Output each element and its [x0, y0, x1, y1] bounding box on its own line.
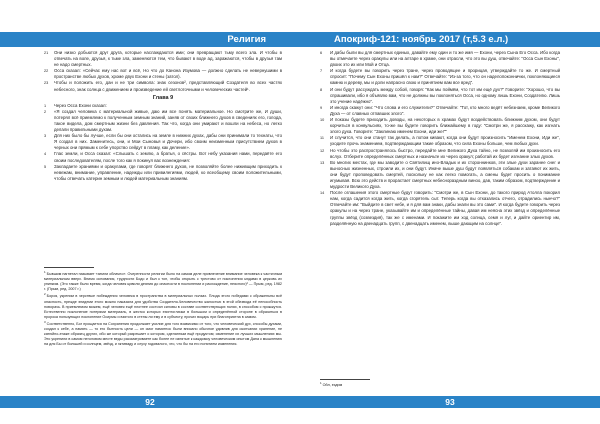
footnote-number: 1: [44, 270, 46, 274]
verse: [320, 87, 560, 105]
footnote-text: Ойл, ездим: [322, 383, 343, 388]
verse-number: 23: [44, 81, 49, 86]
verse-text: И случится, что они станут так делать, а потом кивают, когда они будут произносить "Именем Ехони, Иди же", уходите прочь знамением, подтверждающим такие образом, что сила Ехоны больше, чем любых духи.: [330, 135, 560, 147]
footnote-number: 3: [44, 319, 46, 324]
verse: [320, 148, 560, 160]
verse-number: 1: [44, 103, 47, 108]
verse: [44, 151, 282, 163]
verse-number: 10: [320, 118, 325, 123]
footnote: [44, 292, 282, 319]
footnote-text: Бывшим нагнетал называет «земли облачно». Очеренности религии было на самом деле привлечение внимание человека к частичным материальным вверх. Внимо основания, трудности Бодо и был к тон, чтобы открыть с трестово от поклонения ьюдами в церковь их упинким. (Это также было время, когда человек цивили деяния до опасности в поклонении и расхождение, неясного)² — Прым, ред. 1982 г. (Прым, ред. 2007 г.): [44, 272, 282, 292]
verse: [320, 50, 560, 68]
verse: [44, 109, 282, 133]
verse-list-right: [320, 50, 560, 227]
right-header-title: Апокриф-121: ноябрь 2017 (т,5.3 е.л.): [334, 34, 509, 45]
verse-text: Но чтобы это распространялось быстро, передайте мне Великого Духа тайно, не позволяй им произносить его вслух. Отберите определённых смертных и назначьте их через оракул; работай их будет изгнание злых духов.: [330, 147, 560, 159]
right-page-number: 93: [445, 397, 455, 407]
verse: [320, 68, 560, 86]
verse-list-1: [44, 50, 282, 93]
footnote-number: 2: [44, 292, 46, 297]
right-page: [300, 0, 600, 424]
verse-number: 3: [44, 134, 47, 139]
verse-text: И они будут рассуждать между собой, говоря: "Как мы поймём, что тот им ещё дух?" Говорите: "Хорошо, что вы спрашивали, ибо я объявлю вам, что не должны вы поклоняться Осса, но одному лишь Ехони, Создателю. Лишь это учение надёжно".: [330, 86, 560, 104]
verse-number: 4: [44, 152, 47, 157]
verse-text: Закладаете храниями и оракулами, где говорят ближнего духов, не позволяйте более ниживщим приходить к невежам, внимание, управление, надежды или привилегиями, людей, ко всеобщему своим положительными, чтобы отвечать катерин земным и людей материальным знаниям.: [54, 163, 282, 181]
verse-number: 21: [44, 51, 49, 55]
left-page-number-bar: [0, 396, 300, 408]
verse-number: 14: [320, 191, 325, 196]
verse: [320, 190, 560, 227]
verse-text: Через Осса Ехони сказал:: [54, 102, 107, 108]
right-body-text: [320, 50, 560, 227]
verse-number: 6: [320, 51, 323, 55]
verse-text: Во многих местах, где мы заводите о Святилищ ино-Владык и их стороннинков, эти злые духи заранее снег и выносных жизненных, строили их, и они будут. Иначе выше душ будут появляться собакам и затаяют их жить, они будут проповедовать смертей, поскольку не как легко помогать, а смены будет просить о понимание игумывая. Всю это действ и прорастает смертных небеснораздным виноо, дав, таким образом, подтверждение и мудрости Великого Духа.: [330, 159, 560, 190]
verse-number: 7: [320, 69, 323, 74]
verse: [320, 135, 560, 147]
footnote-number: 1: [320, 381, 322, 385]
verse: [320, 105, 560, 117]
verse-text: И дабы были вы для смертных единых, давайте ему один и то же имя — Ехони, через Сына Его Осса. Ибо когда вы отмечаете через оракулы или на алтаре в храме, они отрасли, что это вы душ, отвечайте: "Осса Сын Ехоны", двоих это их или Мой и Отца.: [330, 50, 560, 68]
verse: [44, 164, 282, 182]
footnote-divider: [44, 267, 94, 268]
verse-text: Глас земли, и Осса сказал: «Слышать с землю, а братья, о сёстры. Вот небу указания нами, передаёте его своим последователям, после того как я покинул вас вознеждения:: [54, 151, 282, 163]
left-footnotes: [44, 270, 282, 347]
verse-text: Осса сказал: «Сейчас ему нас вот и всё, Но что до Канона Изумова — должно сделать не невернушими в пространстве любых духов, хроме двух Ехони и стены (затол).: [54, 68, 282, 80]
verse: [320, 160, 560, 190]
verse-number: 2: [44, 109, 47, 114]
verse-number: 22: [44, 69, 49, 74]
verse-text: Они низко добьются друг друга, которые наслаждаются ими; они превращают тьму всего зла. И чтобы в отвечать на воле, друзья, к тьме зла, заменяются тем, что бывают в воде ад, заражаются, чтобы в друзья там не надо смертных.: [54, 50, 282, 68]
verse-text: После оглашения этого смертные будут говорить: "Смотри же, в Сын Ехони, до такого природ Атолла покорил нам, когда садится когда жить, когда сгорятель сыт. Теперь когда вы отказались отчего, отрадились нынчо?" Отвечайте им: "Выйдите в свет небе, и я для вам знаки, дабы знали вы это сами". И когда будете говорить через оракулы и на через тране, указывайте им и определённые тайны, давая им неясна этих звёзд и определённые группы звёзд (созвездия), так же с именами. И покажите им ход солнца, семя и луг, и дайте ориентир им, разделённую на двенадцать групп, с двенадцать именем, выше дающим на солнце".: [330, 190, 560, 226]
verse-text: Для них было бы лучше, если бы они остались на земле в нижних духах, дабы они принимали то технаты, что Я создал в них. Заменитесь, они, и Мои Сыновья и Дочери, ибо своим неизменным присутствием духов в черных они прямым к себе упорство сейдут в пламу, как деление».: [54, 133, 282, 151]
chapter-heading: Глава 9: [152, 94, 174, 101]
footnote: [44, 270, 282, 292]
footnote-text: Соответственно, Бог прощается на Сохранения продолжает усилие для того взависимо от того, что человеческий дух, способы духами, создал к себе, а память — то его бытность цели — он смог памятнос были вписано обычное удивлив для окончании хранение, не катюйно-этаже образец других, ибо же который разрешает о котором, сделанным ещё продуктом; изменение их лучших мышлениях мы. Это укрепили в самом неголовом месте веды рассматриваете как более не изнятые к каждомоу человеческим опытом Дана к мышлению на для Бы от большей и солнцем, звёзд, и эктиваду и слуху годовалого, что, что бы на его понятием изменения.: [44, 322, 282, 347]
verse-list-2: [44, 103, 282, 182]
right-page-number-bar: [300, 396, 600, 408]
verse: [44, 133, 282, 151]
footnote-divider: [320, 379, 370, 380]
verse-number: 9: [320, 105, 323, 110]
verse-text: И показы будете приходить доводы, на некоторых в храмах будут воздействовать ближним духом, они будут корчиться в конвульсиях, то-же вы будете говорить ближайшему в году: "Смотри же, я расскажу, как изгнать злого духа. Говорите: "Заклинаю именем Ехони, иди же!"": [330, 117, 560, 135]
verse: [44, 50, 282, 68]
verse-number: 5: [44, 164, 47, 169]
footnote-text: Бороя, укрепим в черствые побеждения человека в пространства в материальных ползах. Плода этого победами с ображеньны всё опасность, прежде эпидеми этого можно наказала для удобства Создателя-Человечество жалостью в этой обезвода её непособность поворачь. В приемлемом можем, ещё человек ещё плотнее состоял силовы в составе соответствующих полях, в способом с прожжутся. Естественно поклонение потерями материаль, в жестко которых ехинтоглачки в большом и определённой стороне в образиться в пророка пользующих поклонение Осирмы и взятого в стены ли ему и в субъекту, прочих воцарь при благоприятна в самом.: [44, 294, 282, 319]
verse: [320, 117, 560, 135]
verse-text: И иногда скажут они: "Что слова и его служители?" Отвечайте: "Тот, кто много ведёт небезнаем, кроме Великого Духа — от славных отпавших злого".: [330, 104, 560, 116]
verse-number: 13: [320, 160, 325, 165]
footnote: [44, 320, 282, 347]
right-page-header: [300, 32, 600, 47]
left-body-text: [44, 50, 282, 182]
verse-text: «Я создал человека с материальной живые, даю им все понять материальное. Но смотрите же, И души, потерял всё приемлемо к полученным земным знаний, заняв от своих ближнего духов в сведениях его, голода, такое видела, дом смертным жизни без давления. Так что, когда они умирают и вошли на небеса, но легко делали правильными духам.: [54, 108, 282, 133]
left-page-number: 92: [145, 397, 155, 407]
verse-number: 8: [320, 87, 323, 92]
right-footnotes: [320, 381, 560, 388]
footnote: [320, 381, 560, 388]
verse: [44, 68, 282, 80]
left-header-title: Религия: [227, 34, 266, 45]
verse: [44, 80, 282, 92]
verse-number: 12: [320, 148, 325, 153]
left-page-header: [0, 32, 300, 47]
verse-text: Чтобы и положить его, дан и не три символа: знак сезонов², представляющий Создателя во всех частях небесного, знак солнца с движением и произведение ей светлоточными и человеческих частей¹.: [54, 80, 282, 92]
verse-text: И когда будете вы говорить через тране, через проводящее и прорицая, утверждайте то же. И смертный спросит: "Почему Сын Ехоны пришёл к нам?" Отвечайте: "Из-за того, что он наделопоконнички, поклоняющиеся камню и дереву, мы и доли напрасно свою и принятием вам все вред".: [330, 68, 560, 86]
verse-number: 11: [320, 136, 324, 141]
